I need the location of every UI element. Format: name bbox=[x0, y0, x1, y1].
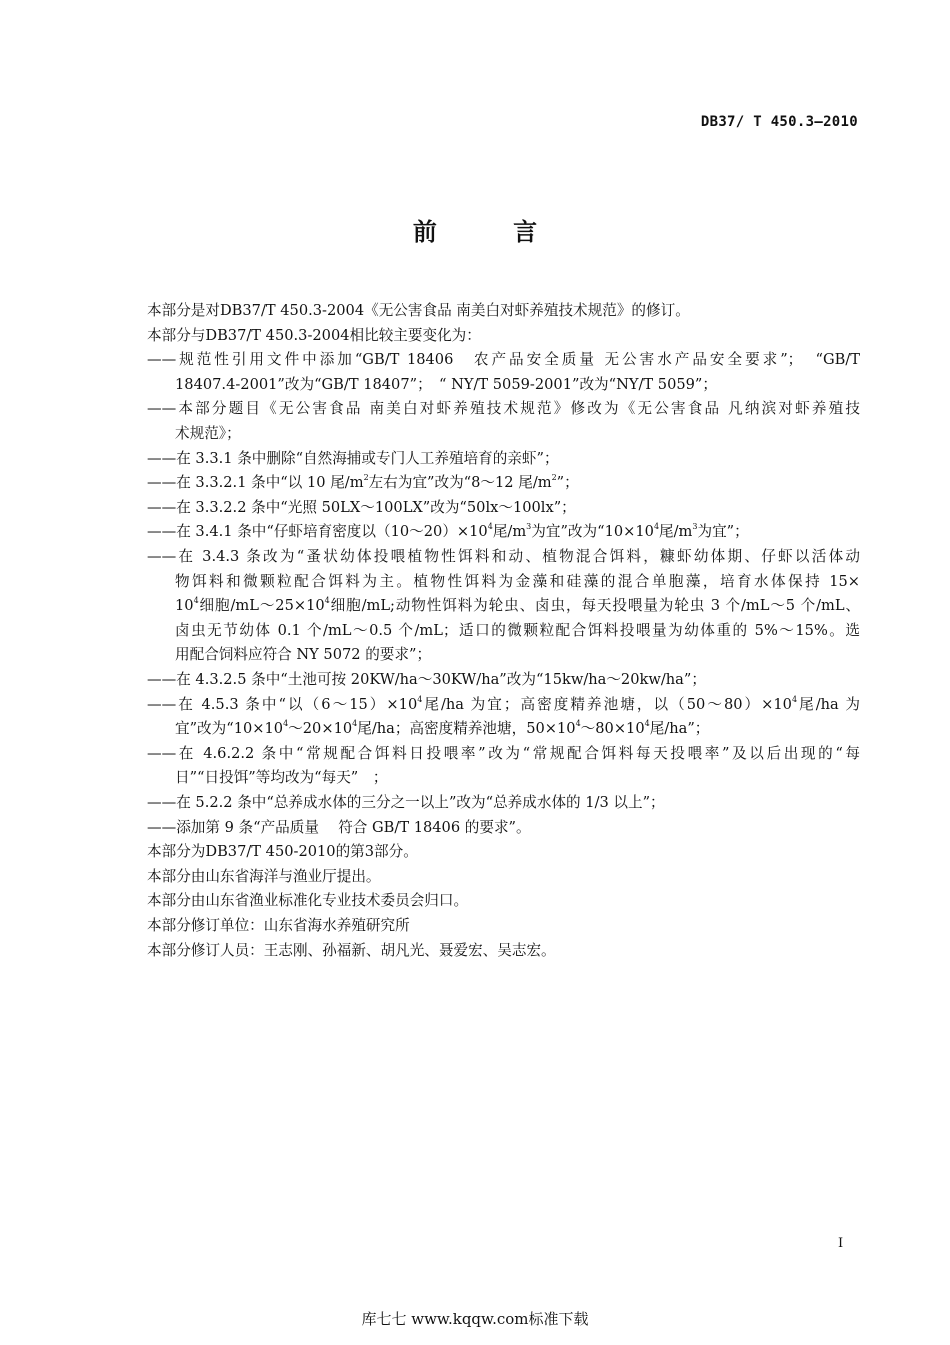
text-segment: ——本部分题目《无公害食品 南美白对虾养殖技术规范》修改为《无公害食品 凡纳滨对虾养殖技 bbox=[147, 400, 860, 418]
text-segment: 用配合饲料应符合 NY 5072 的要求”； bbox=[175, 646, 432, 664]
paragraph-continuation-line bbox=[175, 719, 860, 739]
paragraph-continuation-line bbox=[175, 596, 860, 616]
text-segment: ～20×10 bbox=[288, 720, 353, 738]
superscript-exponent: 2 bbox=[363, 473, 369, 483]
text-segment: 尾/m bbox=[492, 523, 527, 541]
text-segment: ——在 5.2.2 条中“总养成水体的三分之一以上”改为“总养成水体的 1/3 以上”； bbox=[147, 794, 665, 811]
text-segment: 本部分修订单位：山东省海水养殖研究所 bbox=[147, 917, 410, 934]
paragraph-continuation-line bbox=[175, 424, 860, 444]
text-segment: ——在 3.4.1 条中“仔虾培育密度以（10～20）×10 bbox=[147, 523, 488, 541]
superscript-exponent: 3 bbox=[692, 522, 698, 532]
paragraph-continuation-line bbox=[175, 621, 860, 641]
text-segment: 本部分由山东省渔业标准化专业技术委员会归口。 bbox=[147, 892, 469, 910]
text-segment: 本部分是对DB37/T 450.3-2004《无公害食品 南美白对虾养殖技术规范》的修订。 bbox=[147, 302, 690, 319]
paragraph-line bbox=[147, 818, 860, 838]
text-segment: 本部分与DB37/T 450.3-2004相比较主要变化为： bbox=[147, 326, 481, 344]
text-segment: ——在 3.3.1 条中删除“自然海捕或专门人工养殖培育的亲虾”； bbox=[147, 449, 559, 467]
text-segment: 10 bbox=[175, 597, 194, 615]
text-segment: ——在 4.3.2.5 条中“土池可按 20KW/ha～30KW/ha”改为“15kw/ha～20kw/ha”； bbox=[147, 671, 706, 688]
superscript-exponent: 4 bbox=[487, 522, 493, 532]
paragraph-line bbox=[147, 350, 860, 370]
paragraph-line bbox=[147, 326, 860, 346]
paragraph-line bbox=[147, 744, 860, 764]
text-segment: 左右为宜”改为“8～12 尾/m bbox=[368, 474, 552, 492]
paragraph-line bbox=[147, 449, 860, 469]
superscript-exponent: 4 bbox=[283, 719, 289, 729]
superscript-exponent: 4 bbox=[644, 719, 650, 729]
page-number: I bbox=[838, 1236, 844, 1251]
text-segment: 尾/ha 为宜；高密度精养池塘，以（50～80）×10 bbox=[422, 695, 792, 713]
text-segment: ——在 3.4.3 条改为“蚤状幼体投喂植物性饵料和动、植物混合饵料，糠虾幼体期、仔虾以活体动 bbox=[147, 548, 860, 565]
paragraph-continuation-line bbox=[175, 572, 860, 592]
text-segment: ”； bbox=[556, 474, 579, 492]
text-segment: ——在 3.3.2.1 条中“以 10 尾/m bbox=[147, 474, 364, 492]
document-code-header: DB37/ T 450.3—2010 bbox=[700, 114, 858, 130]
text-segment: 尾/ha；高密度精养池塘，50×10 bbox=[357, 720, 576, 738]
text-segment: 本部分修订人员：王志刚、孙福新、胡凡光、聂爱宏、吴志宏。 bbox=[147, 941, 556, 959]
superscript-exponent: 4 bbox=[324, 596, 330, 606]
paragraph-line bbox=[147, 522, 860, 542]
text-segment: 卤虫无节幼体 0.1 个/mL～0.5 个/mL；适口的微颗粒配合饵料投喂量为幼体重的 5%～15%。选 bbox=[175, 621, 860, 639]
text-segment: 术规范》； bbox=[175, 425, 241, 442]
superscript-exponent: 4 bbox=[352, 719, 358, 729]
paragraph-line bbox=[147, 473, 860, 493]
text-segment: 物饵料和微颗粒配合饵料为主。植物性饵料为金藻和硅藻的混合单胞藻，培育水体保持 15× bbox=[175, 572, 860, 590]
footer-watermark-text: 库七七 www.kqqw.com标准下载 bbox=[361, 1310, 589, 1328]
superscript-exponent: 4 bbox=[575, 719, 581, 729]
superscript-exponent: 4 bbox=[417, 694, 423, 704]
paragraph-line bbox=[147, 842, 860, 862]
text-segment: ——规范性引用文件中添加“GB/T 18406 农产品安全质量 无公害水产品安全要求”； “GB/T bbox=[147, 351, 860, 369]
text-segment: 为宜”； bbox=[697, 523, 749, 541]
paragraph-line bbox=[147, 399, 860, 419]
text-segment: ——在 4.6.2.2 条中“常规配合饵料日投喂率”改为“常规配合饵料每天投喂率”及以后出现的“每 bbox=[147, 744, 860, 762]
text-segment: 18407.4-2001”改为“GB/T 18407”； “ NY/T 5059-2001”改为“NY/T 5059”； bbox=[175, 375, 717, 393]
page-title: 前 言 bbox=[412, 217, 572, 246]
text-segment: 细胞/mL;动物性饵料为轮虫、卤虫，每天投喂量为轮虫 3 个/mL～5 个/mL、 bbox=[329, 597, 860, 615]
text-segment: ——在 4.5.3 条中“以（6～15）×10 bbox=[147, 695, 418, 713]
text-segment: 本部分由山东省海洋与渔业厅提出。 bbox=[147, 867, 381, 885]
text-segment: 为宜”改为“10×10 bbox=[531, 523, 654, 541]
text-segment: 日”“日投饵”等均改为“每天” ； bbox=[175, 769, 388, 787]
paragraph-line bbox=[147, 916, 860, 936]
text-segment: ～80×10 bbox=[580, 720, 645, 738]
text-segment: 细胞/mL～25×10 bbox=[198, 597, 325, 615]
superscript-exponent: 3 bbox=[526, 522, 532, 532]
paragraph-line bbox=[147, 793, 860, 813]
paragraph-line bbox=[147, 941, 860, 961]
paragraph-line bbox=[147, 670, 860, 690]
text-segment: 尾/ha”； bbox=[649, 720, 710, 738]
paragraph-line bbox=[147, 867, 860, 887]
text-segment: ——添加第 9 条“产品质量 符合 GB/T 18406 的要求”。 bbox=[147, 818, 531, 836]
text-segment: 尾/m bbox=[659, 523, 693, 541]
paragraph-line bbox=[147, 547, 860, 567]
paragraph-line bbox=[147, 891, 860, 911]
paragraph-line bbox=[147, 695, 860, 715]
paragraph-line bbox=[147, 498, 860, 518]
superscript-exponent: 4 bbox=[791, 694, 798, 704]
superscript-exponent: 4 bbox=[653, 522, 660, 532]
text-segment: ——在 3.3.2.2 条中“光照 50LX～100LX”改为“50lx～100lx”； bbox=[147, 498, 576, 516]
paragraph-line bbox=[147, 301, 860, 321]
paragraph-continuation-line bbox=[175, 645, 860, 665]
text-segment: 宜”改为“10×10 bbox=[175, 720, 284, 738]
paragraph-continuation-line bbox=[175, 768, 860, 788]
paragraph-continuation-line bbox=[175, 375, 860, 395]
text-segment: 本部分为DB37/T 450-2010的第3部分。 bbox=[147, 843, 418, 861]
superscript-exponent: 4 bbox=[193, 596, 199, 606]
text-segment: 尾/ha 为 bbox=[797, 695, 860, 713]
superscript-exponent: 2 bbox=[551, 473, 557, 483]
